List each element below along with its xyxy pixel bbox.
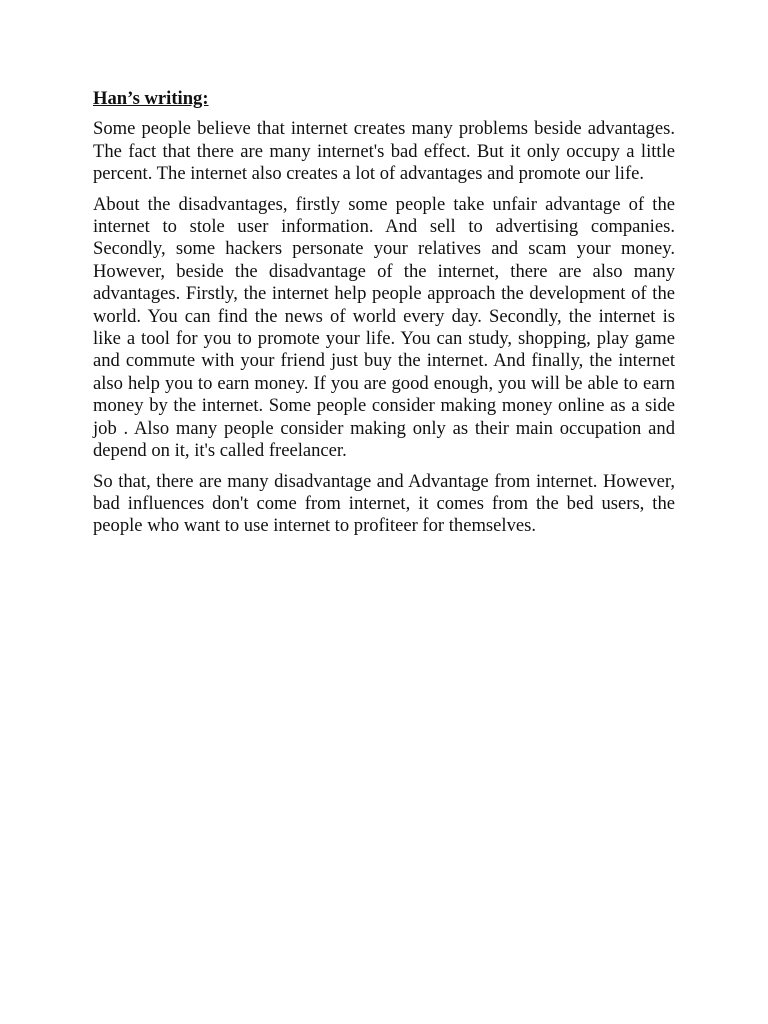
paragraph-conclusion: So that, there are many disadvantage and Advantage from internet. However, bad influences don't come from internet, it comes from the bed users, the people who want to use internet to profiteer for themselves. <box>93 470 675 537</box>
document-heading: Han’s writing: <box>93 88 209 109</box>
paragraph-body: About the disadvantages, firstly some people take unfair advantage of the internet to stole user information. And sell to advertising companies. Secondly, some hackers personate your relatives and scam your money. However, beside the disadvantage of the internet, there are also many advantages. Firstly, the internet help people approach the development of the world. You can find the news of world every day. Secondly, the internet is like a tool for you to promote your life. You can study, shopping, play game and commute with your friend just buy the internet. And finally, the internet also help you to earn money. If you are good enough, you will be able to earn money by the internet. Some people consider making money online as a side job . Also many people consider making only as their main occupation and depend on it, it's called freelancer. <box>93 193 675 462</box>
paragraph-intro: Some people believe that internet creates many problems beside advantages. The fact that there are many internet's bad effect. But it only occupy a little percent. The internet also creates a lot of advantages and promote our life. <box>93 118 675 185</box>
document-body <box>93 88 675 546</box>
